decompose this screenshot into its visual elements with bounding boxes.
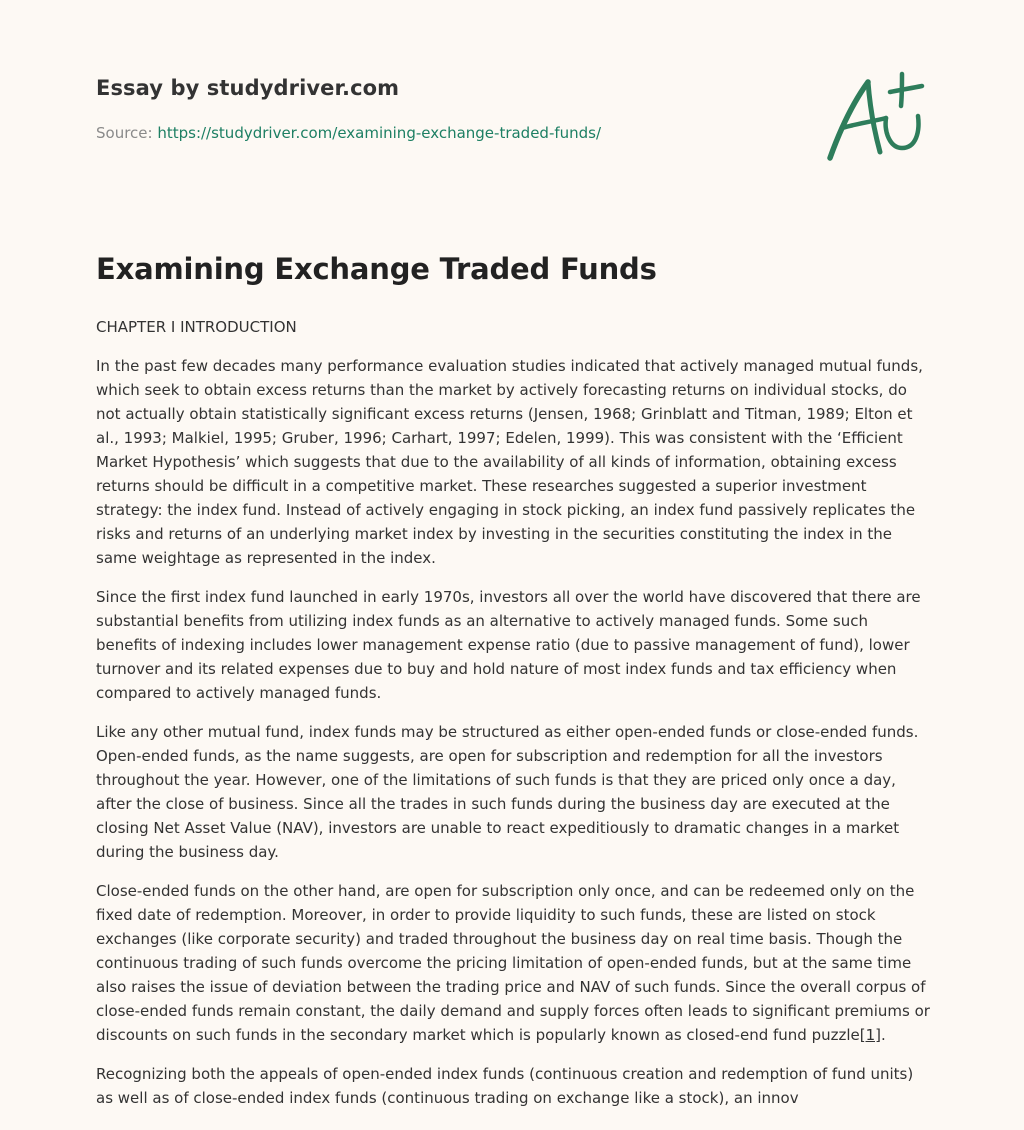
paragraph-4 bbox=[96, 879, 932, 1047]
source-link[interactable]: https://studydriver.com/examining-exchange-traded-funds/ bbox=[157, 124, 602, 142]
source-label: Source: bbox=[96, 124, 158, 142]
document-title: Examining Exchange Traded Funds bbox=[96, 252, 657, 286]
paragraph-4-text: Close-ended funds on the other hand, are open for subscription only once, and can be redeemed only on the fixed date of redemption. Moreover, in order to provide liquidity to such funds, these are listed on stock exchanges (like corporate security) and traded throughout the business day on real time basis. Though the continuous trading of such funds overcome the pricing limitation of open-ended funds, but at the same time also raises the issue of deviation between the trading price and NAV of such funds. Since the overall corpus of close-ended funds remain constant, the daily demand and supply forces often leads to significant premiums or discounts on such funds in the secondary market which is popularly known as closed-end fund puzzle bbox=[96, 882, 930, 1044]
source-line bbox=[96, 124, 601, 142]
paragraph-3: Like any other mutual fund, index funds may be structured as either open-ended funds or close-ended funds. Open-ended funds, as the name suggests, are open for subscription and redemption for all the investors throughout the year. However, one of the limitations of such funds is that they are priced only once a day, after the close of business. Since all the trades in such funds during the business day are executed at the closing Net Asset Value (NAV), investors are unable to react expeditiously to dramatic changes in a market during the business day. bbox=[96, 723, 919, 861]
footnote-link[interactable]: [1] bbox=[859, 1026, 881, 1044]
document-body bbox=[96, 315, 932, 1125]
a-plus-logo-icon bbox=[822, 68, 926, 164]
chapter-heading: CHAPTER I INTRODUCTION bbox=[96, 318, 297, 336]
site-title: Essay by studydriver.com bbox=[96, 76, 400, 100]
paragraph-4-suffix: . bbox=[881, 1026, 886, 1044]
paragraph-5: Recognizing both the appeals of open-ended index funds (continuous creation and redemption of fund units) as well as of close-ended index funds (continuous trading on exchange like a stock), an innov bbox=[96, 1065, 914, 1107]
paragraph-1: In the past few decades many performance evaluation studies indicated that actively managed mutual funds, which seek to obtain excess returns than the market by actively forecasting returns on individual stocks, do not actually obtain statistically significant excess returns (Jensen, 1968; Grinblatt and Titman, 1989; Elton et al., 1993; Malkiel, 1995; Gruber, 1996; Carhart, 1997; Edelen, 1999). This was consistent with the ‘Efficient Market Hypothesis’ which suggests that due to the availability of all kinds of information, obtaining excess returns should be difficult in a competitive market. These researches suggested a superior investment strategy: the index fund. Instead of actively engaging in stock picking, an index fund passively replicates the risks and returns of an underlying market index by investing in the securities constituting the index in the same weightage as represented in the index. bbox=[96, 357, 923, 567]
paragraph-2: Since the first index fund launched in early 1970s, investors all over the world have discovered that there are substantial benefits from utilizing index funds as an alternative to actively managed funds. Some such benefits of indexing includes lower management expense ratio (due to passive management of fund), lower turnover and its related expenses due to buy and hold nature of most index funds and tax efficiency when compared to actively managed funds. bbox=[96, 588, 921, 702]
